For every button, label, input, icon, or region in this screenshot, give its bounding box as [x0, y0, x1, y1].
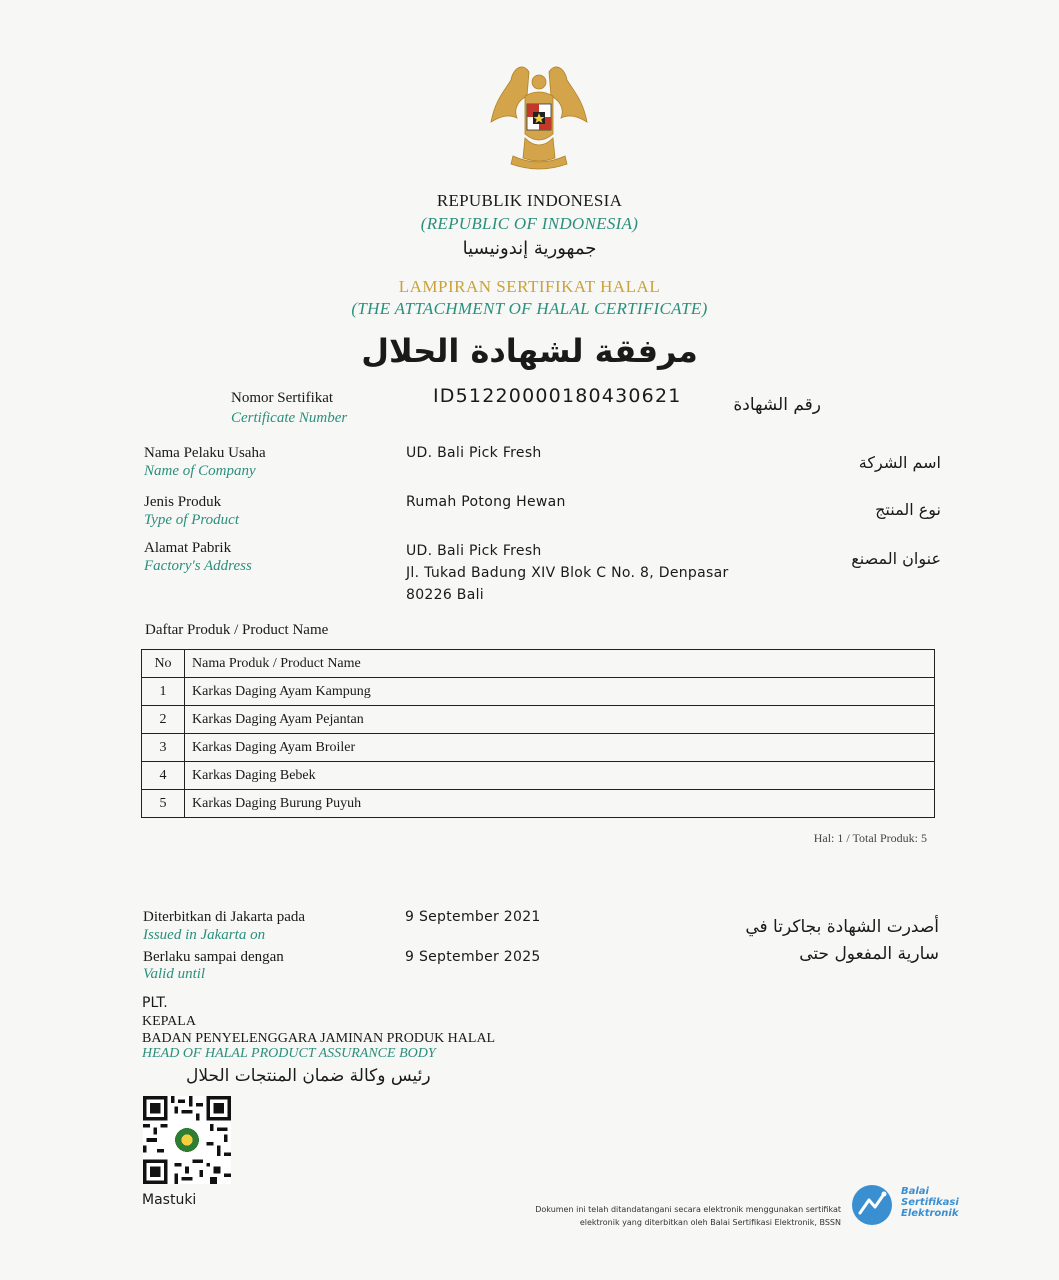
table-row — [142, 790, 935, 818]
document-title-ar: مرفقة لشهادة الحلال — [361, 332, 698, 370]
table-row — [142, 734, 935, 762]
product-name: Karkas Daging Burung Puyuh — [185, 790, 935, 818]
product-type-label: Jenis Produk — [144, 494, 222, 510]
product-type-label-ar: نوع المنتج — [875, 500, 941, 519]
valid-label-en: Valid until — [143, 966, 206, 982]
table-row — [142, 706, 935, 734]
issued-label-ar: أصدرت الشهادة بجاكرتا في — [745, 917, 939, 937]
row-number: 2 — [142, 706, 185, 734]
product-list-heading: Daftar Produk / Product Name — [145, 622, 329, 638]
certificate-number: ID51220000180430621 — [433, 385, 682, 407]
factory-address-line: 80226 Bali — [406, 587, 484, 603]
factory-address-label-en: Factory's Address — [144, 558, 252, 574]
signatory-body: BADAN PENYELENGGARA JAMINAN PRODUK HALAL — [142, 1031, 496, 1046]
product-type-label-en: Type of Product — [144, 512, 239, 528]
esign-notice-line: elektronik yang diterbitkan oleh Balai Sertifikasi Elektronik, BSSN — [579, 1218, 841, 1227]
certificate-number-label-en: Certificate Number — [231, 410, 348, 426]
signatory-body-ar: رئيس وكالة ضمان المنتجات الحلال — [186, 1066, 431, 1086]
product-type: Rumah Potong Hewan — [406, 494, 566, 510]
certificate-number-label: Nomor Sertifikat — [231, 390, 334, 406]
issued-label-en: Issued in Jakarta on — [143, 927, 266, 943]
product-name: Karkas Daging Ayam Broiler — [185, 734, 935, 762]
table-header-row — [142, 650, 935, 678]
signatory-plt: PLT. — [142, 995, 168, 1011]
country-name: REPUBLIK INDONESIA — [436, 191, 623, 210]
row-number: 5 — [142, 790, 185, 818]
factory-address-line: Jl. Tukad Badung XIV Blok C No. 8, Denpasar — [406, 565, 729, 581]
table-row — [142, 678, 935, 706]
company-name: UD. Bali Pick Fresh — [406, 445, 542, 461]
bse-logo-line: Balai — [901, 1186, 929, 1197]
company-label-en: Name of Company — [144, 463, 256, 479]
product-table — [141, 649, 935, 818]
product-name: Karkas Daging Bebek — [185, 762, 935, 790]
product-name: Karkas Daging Ayam Kampung — [185, 678, 935, 706]
issued-label: Diterbitkan di Jakarta pada — [143, 909, 306, 925]
factory-address-line: UD. Bali Pick Fresh — [406, 543, 542, 559]
valid-label-ar: سارية المفعول حتى — [799, 944, 939, 964]
certificate-number-label-ar: رقم الشهادة — [733, 395, 821, 415]
esign-notice-line: Dokumen ini telah ditandatangani secara elektronik menggunakan sertifikat — [535, 1205, 841, 1214]
qr-code-icon — [143, 1096, 231, 1184]
row-number: 1 — [142, 678, 185, 706]
valid-date: 9 September 2025 — [405, 949, 541, 965]
document-title-en: (THE ATTACHMENT OF HALAL CERTIFICATE) — [351, 299, 708, 318]
garuda-emblem — [483, 60, 595, 172]
signatory-title: KEPALA — [142, 1014, 196, 1029]
issued-date: 9 September 2021 — [405, 909, 541, 925]
bse-logo-line: Sertifikasi — [901, 1197, 959, 1208]
column-header-name: Nama Produk / Product Name — [185, 650, 935, 678]
factory-address-label-ar: عنوان المصنع — [851, 549, 941, 568]
table-row — [142, 762, 935, 790]
product-name: Karkas Daging Ayam Pejantan — [185, 706, 935, 734]
signatory-body-en: HEAD OF HALAL PRODUCT ASSURANCE BODY — [142, 1046, 436, 1061]
bse-logo-text — [901, 1186, 959, 1219]
signatory-name: Mastuki — [142, 1192, 197, 1208]
company-label-ar: اسم الشركة — [858, 453, 941, 472]
country-name-ar: جمهورية إندونيسيا — [462, 238, 597, 259]
bse-logo-line: Elektronik — [901, 1208, 959, 1219]
document-title: LAMPIRAN SERTIFIKAT HALAL — [398, 277, 661, 296]
row-number: 3 — [142, 734, 185, 762]
company-label: Nama Pelaku Usaha — [144, 445, 266, 461]
valid-label: Berlaku sampai dengan — [143, 949, 284, 965]
factory-address-label: Alamat Pabrik — [144, 540, 232, 556]
row-number: 4 — [142, 762, 185, 790]
esign-notice — [535, 1203, 841, 1229]
factory-address — [406, 540, 729, 606]
column-header-no: No — [142, 650, 185, 678]
page-info: Hal: 1 / Total Produk: 5 — [813, 831, 927, 845]
country-name-en: (REPUBLIC OF INDONESIA) — [420, 214, 639, 233]
bse-logo-icon — [851, 1184, 893, 1226]
